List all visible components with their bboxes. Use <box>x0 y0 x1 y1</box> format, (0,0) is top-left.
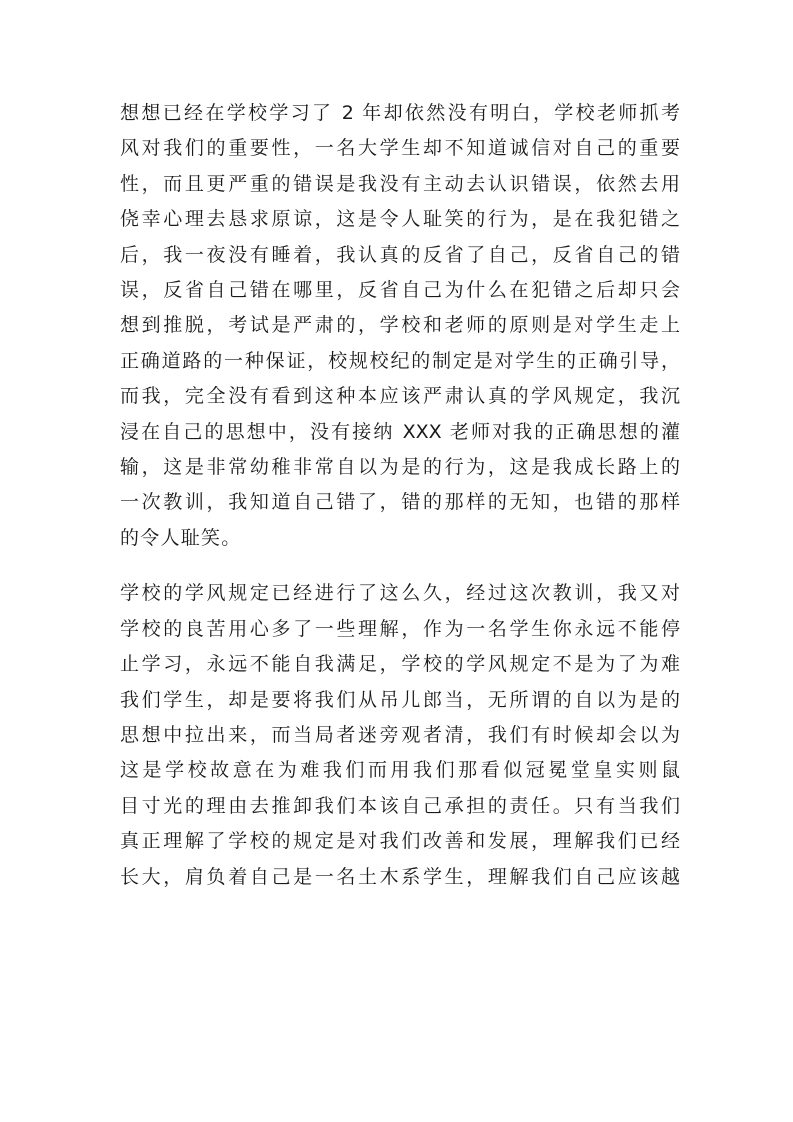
paragraph-1 <box>120 96 680 556</box>
text-line: 后，我一夜没有睡着，我认真的反省了自己，反省自己的错 <box>120 243 680 266</box>
text-line: 浸在自己的思想中，没有接纳 XXX 老师对我的正确思想的灌 <box>120 420 680 443</box>
text-line: 而我，完全没有看到这种本应该严肃认真的学风规定，我沉 <box>120 385 680 408</box>
text-line: 风对我们的重要性，一名大学生却不知道诚信对自己的重要 <box>120 137 680 160</box>
paragraph-2 <box>120 576 680 895</box>
text-line: 想想已经在学校学习了 2 年却依然没有明白，学校老师抓考 <box>120 102 680 124</box>
text-line: 学校的学风规定已经进行了这么久，经过这次教训，我又对 <box>120 582 680 605</box>
text-line: 性，而且更严重的错误是我没有主动去认识错误，依然去用 <box>120 172 680 195</box>
text-line: 思想中拉出来，而当局者迷旁观者清，我们有时候却会以为 <box>120 723 680 746</box>
text-line: 真正理解了学校的规定是对我们改善和发展，理解我们已经 <box>120 830 680 853</box>
text-line: 这是学校故意在为难我们而用我们那看似冠冕堂皇实则鼠 <box>120 759 680 782</box>
text-line: 一次教训，我知道自己错了，错的那样的无知，也错的那样 <box>120 491 680 514</box>
text-line: 止学习，永远不能自我满足，学校的学风规定不是为了为难 <box>120 653 680 676</box>
document-body <box>120 96 680 895</box>
text-line: 目寸光的理由去推卸我们本该自己承担的责任。只有当我们 <box>120 794 680 817</box>
text-line: 学校的良苦用心多了一些理解，作为一名学生你永远不能停 <box>120 617 680 640</box>
text-line: 长大，肩负着自己是一名土木系学生，理解我们自己应该越 <box>120 865 680 888</box>
text-line: 的令人耻笑。 <box>120 526 242 549</box>
text-line: 正确道路的一种保证，校规校纪的制定是对学生的正确引导， <box>120 349 680 372</box>
text-line: 输，这是非常幼稚非常自以为是的行为，这是我成长路上的 <box>120 456 680 479</box>
text-line: 误，反省自己错在哪里，反省自己为什么在犯错之后却只会 <box>120 279 680 302</box>
text-line: 我们学生，却是要将我们从吊儿郎当，无所谓的自以为是的 <box>120 688 680 711</box>
text-line: 想到推脱，考试是严肃的，学校和老师的原则是对学生走上 <box>120 314 680 337</box>
text-line: 侥幸心理去恳求原谅，这是令人耻笑的行为，是在我犯错之 <box>120 208 680 231</box>
